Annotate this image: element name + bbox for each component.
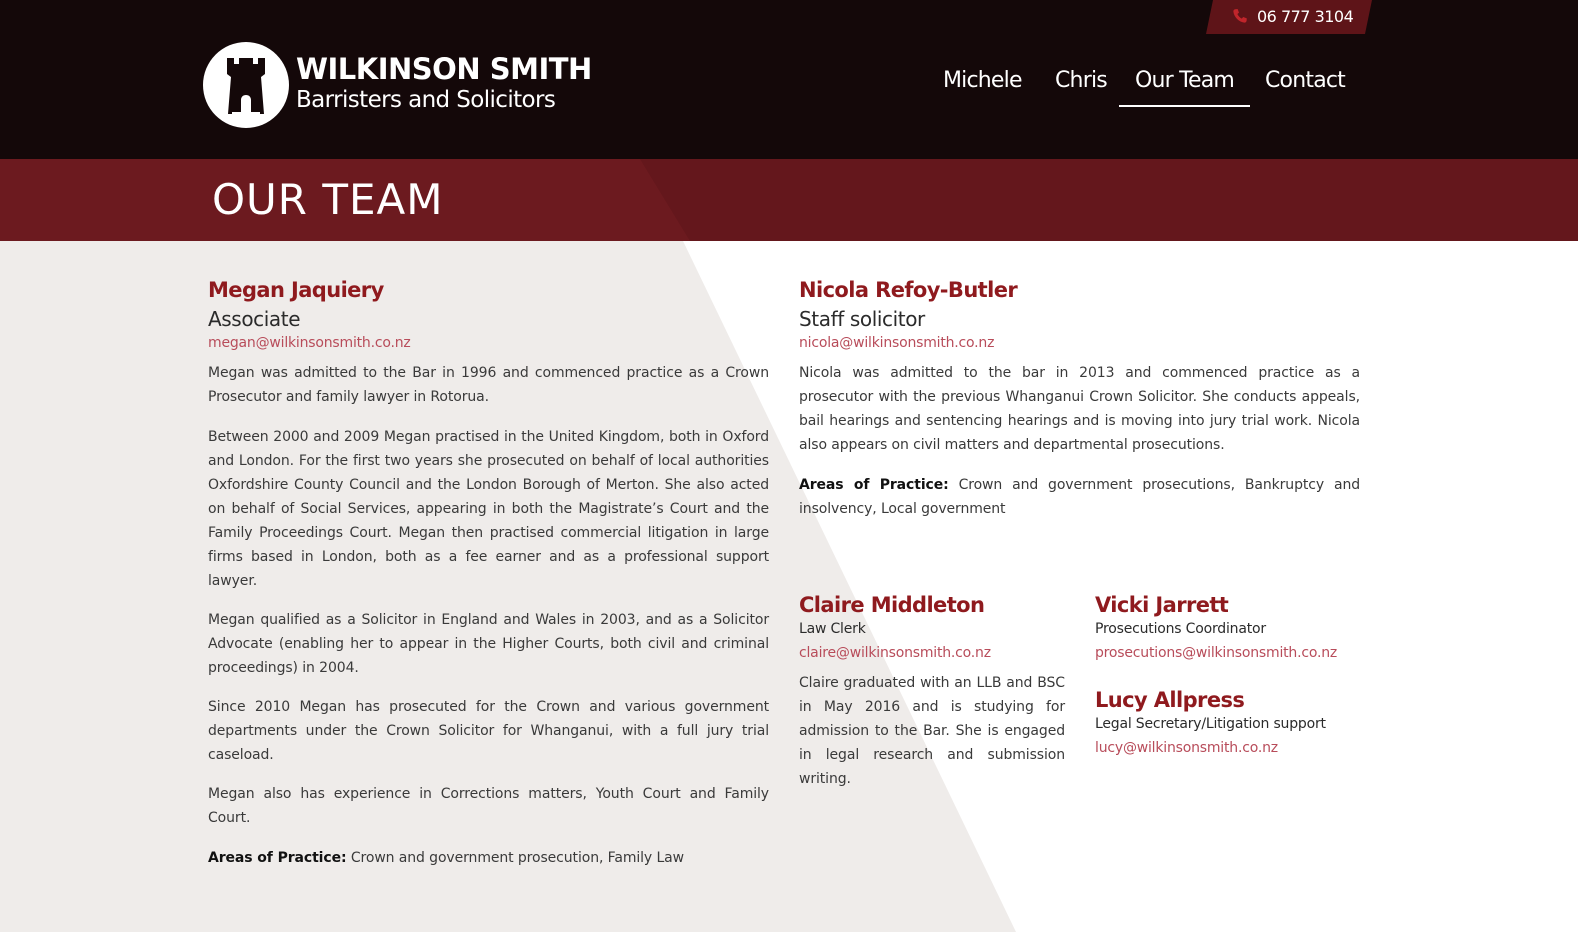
claire-name: Claire Middleton bbox=[799, 593, 985, 617]
lucy-role: Legal Secretary/Litigation support bbox=[1095, 716, 1326, 732]
vicki-name: Vicki Jarrett bbox=[1095, 593, 1229, 617]
nav-our-team[interactable]: Our Team bbox=[1135, 68, 1234, 103]
megan-bio-4: Since 2010 Megan has prosecuted for the Crown and various government departments under the Crown Solicitor for Whanganui, with a full jury trial caseload. bbox=[208, 699, 769, 763]
nicola-role: Staff solicitor bbox=[799, 307, 925, 331]
megan-bio-2: Between 2000 and 2009 Megan practised in the United Kingdom, both in Oxford and London. For the first two years she prosecuted on behalf of local authorities Oxfordshire County Council and the London Borough of Merton. She also acted on behalf of Social Services, appearing in both the Magistrate’s Court and the Family Proceedings Court. Megan then practised commercial litigation in large firms based in London, both as a fee earner and as a professional support lawyer. bbox=[208, 429, 769, 589]
nicola-name: Nicola Refoy-Butler bbox=[799, 278, 1018, 302]
castle-tower-icon bbox=[203, 42, 289, 128]
claire-role: Law Clerk bbox=[799, 621, 866, 637]
megan-areas-text: Crown and government prosecution, Family Law bbox=[350, 850, 685, 866]
lucy-name: Lucy Allpress bbox=[1095, 688, 1245, 712]
phone-icon bbox=[1232, 8, 1248, 24]
megan-areas-label: Areas of Practice: bbox=[208, 850, 347, 866]
logo-title[interactable]: WILKINSON SMITH bbox=[296, 52, 592, 86]
claire-email-link[interactable]: claire@wilkinsonsmith.co.nz bbox=[799, 645, 991, 661]
vicki-role: Prosecutions Coordinator bbox=[1095, 621, 1266, 637]
nicola-areas bbox=[799, 473, 1360, 521]
nav-chris[interactable]: Chris bbox=[1055, 68, 1107, 93]
megan-areas bbox=[208, 846, 769, 870]
claire-bio-1: Claire graduated with an LLB and BSC in May 2016 and is studying for admission to the Bar. She is engaged in legal research and submission writing. bbox=[799, 675, 1065, 787]
logo-subtitle[interactable]: Barristers and Solicitors bbox=[296, 87, 556, 113]
page-title: OUR TEAM bbox=[212, 175, 444, 224]
lucy-email-link[interactable]: lucy@wilkinsonsmith.co.nz bbox=[1095, 740, 1278, 756]
nicola-bio-1: Nicola was admitted to the bar in 2013 and commenced practice as a prosecutor with the previous Whanganui Crown Solicitor. She conducts appeals, bail hearings and sentencing hearings and is moving into jury trial work. Nicola also appears on civil matters and departmental prosecutions. bbox=[799, 365, 1360, 453]
vicki-email-link[interactable]: prosecutions@wilkinsonsmith.co.nz bbox=[1095, 645, 1338, 661]
logo[interactable] bbox=[203, 42, 289, 128]
megan-bio-5: Megan also has experience in Corrections matters, Youth Court and Family Court. bbox=[208, 786, 769, 826]
nicola-email-link[interactable]: nicola@wilkinsonsmith.co.nz bbox=[799, 335, 995, 351]
phone-number[interactable]: 06 777 3104 bbox=[1257, 7, 1354, 26]
megan-bio-3: Megan qualified as a Solicitor in England and Wales in 2003, and as a Solicitor Advocate (enabling her to appear in the Higher Courts, both civil and criminal proceedings) in 2004. bbox=[208, 612, 769, 676]
megan-email-link[interactable]: megan@wilkinsonsmith.co.nz bbox=[208, 335, 411, 351]
nav-contact[interactable]: Contact bbox=[1265, 68, 1345, 93]
nicola-areas-label: Areas of Practice: bbox=[799, 477, 949, 493]
nav-michele[interactable]: Michele bbox=[943, 68, 1022, 93]
megan-role: Associate bbox=[208, 307, 301, 331]
megan-bio-1: Megan was admitted to the Bar in 1996 and commenced practice as a Crown Prosecutor and family lawyer in Rotorua. bbox=[208, 365, 769, 405]
nicola-areas-text: Crown and government prosecutions, Bankruptcy and insolvency, Local government bbox=[799, 477, 1361, 517]
megan-name: Megan Jaquiery bbox=[208, 278, 384, 302]
